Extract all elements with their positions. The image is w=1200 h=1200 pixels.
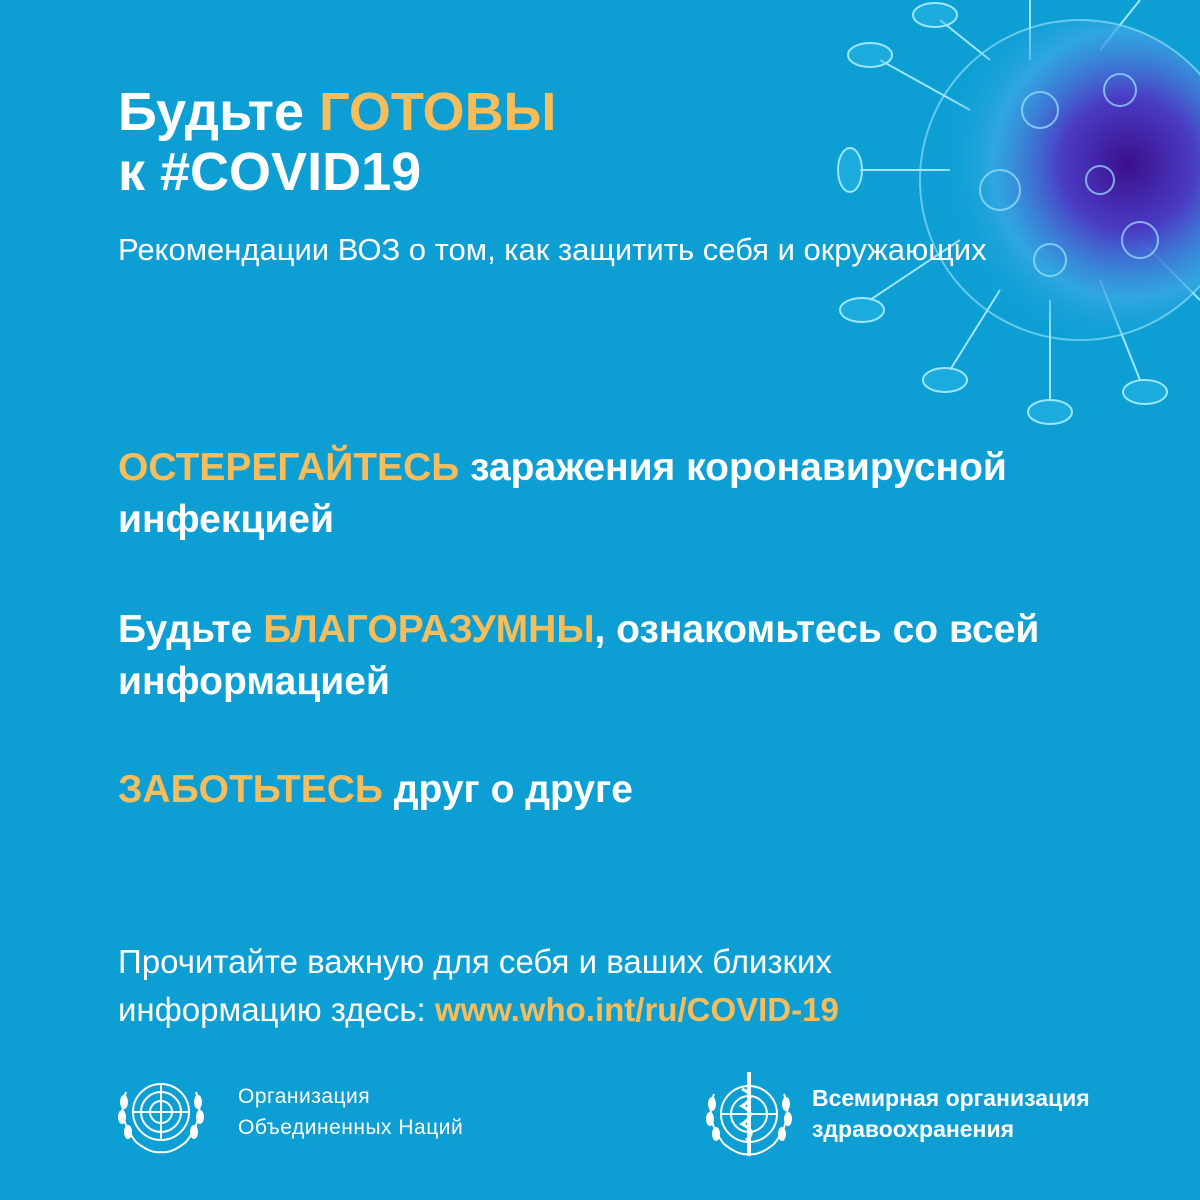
footer-text: [118, 938, 1118, 1034]
message-text: друг о друге: [393, 768, 633, 811]
message-text: заражения коронавирусной инфекцией: [118, 446, 1007, 541]
un-name-line-1: Организация: [238, 1085, 371, 1108]
message-be-smart: [118, 604, 1118, 708]
title-line-2: к #COVID19: [118, 142, 422, 202]
subtitle: Рекомендации ВОЗ о том, как защитить себя и окружающих: [118, 232, 987, 267]
footer-line-1: Прочитайте важную для себя и ваших близких: [118, 943, 832, 980]
un-emblem-icon: [106, 1062, 216, 1162]
message-care: [118, 764, 1118, 816]
who-name-line-2: здравоохранения: [812, 1116, 1015, 1142]
message-beware: [118, 442, 1118, 546]
who-name: [812, 1083, 1090, 1145]
un-name: [238, 1081, 463, 1143]
message-text: , ознакомьтесь со всей информацией: [118, 608, 1040, 703]
un-logo: [106, 1062, 463, 1162]
message-prefix: Будьте: [118, 608, 253, 651]
who-url-link[interactable]: www.who.int/ru/COVID-19: [434, 991, 839, 1028]
title-prefix: Будьте: [118, 82, 304, 142]
title-line-1: [118, 82, 556, 142]
title-highlight: ГОТОВЫ: [319, 82, 557, 142]
message-highlight: ОСТЕРЕГАЙТЕСЬ: [118, 446, 460, 489]
message-highlight: БЛАГОРАЗУМНЫ: [263, 608, 595, 651]
un-name-line-2: Объединенных Наций: [238, 1116, 464, 1139]
who-logo: [694, 1064, 1090, 1164]
footer-line-2: информацию здесь:: [118, 991, 426, 1028]
who-emblem-icon: [694, 1064, 804, 1164]
page-title: [118, 82, 556, 202]
who-name-line-1: Всемирная организация: [812, 1085, 1090, 1111]
message-highlight: ЗАБОТЬТЕСЬ: [118, 768, 383, 811]
coronavirus-illustration: [800, 0, 1200, 440]
